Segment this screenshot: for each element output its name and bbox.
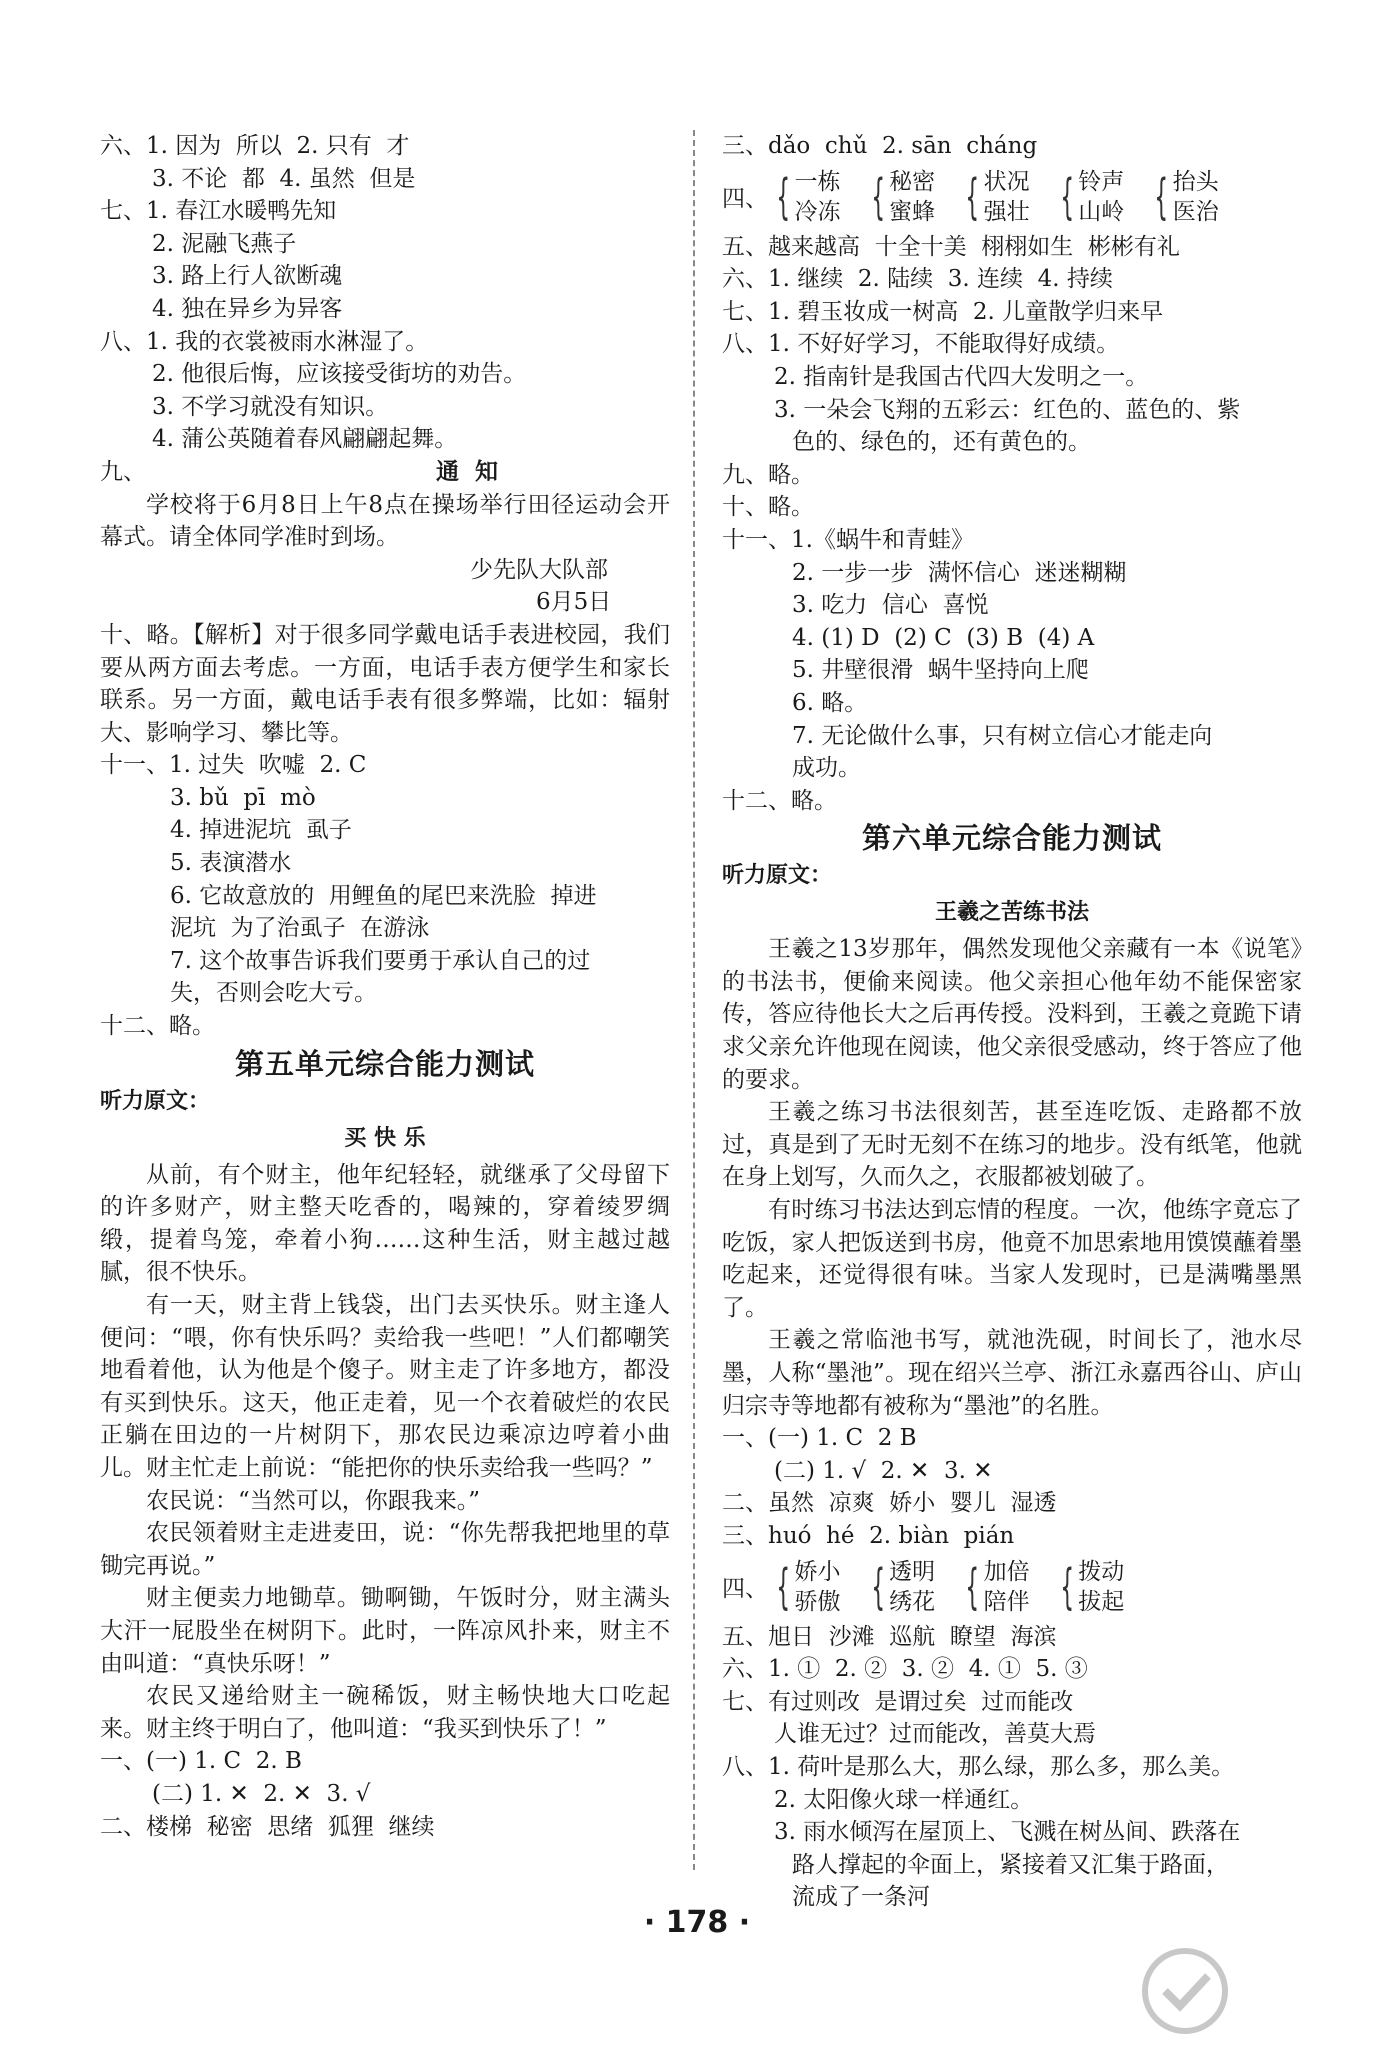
answer-line: 5. 井壁很滑 蜗牛坚持向上爬 — [792, 657, 1089, 684]
story-paragraph: 有一天，财主背上钱袋，出门去买快乐。财主逢人便问：“喂，你有快乐吗？卖给我一些吧！”人们都嘲笑地看着他，认为他是个傻子。财主走了许多地方，都没有买到快乐。这天，他正走着，见一个衣着破烂的农民正躺在田边的一片树阴下，那农民边乘凉边哼着小曲儿。财主忙走上前说：“能把你的快乐卖给我一些吗？” — [100, 1292, 670, 1481]
pair-word: 娇小 — [794, 1558, 841, 1585]
answer-line: 3. bǔ pī mò — [170, 784, 316, 811]
story-title-buy-happiness: 买 快 乐 — [344, 1125, 426, 1151]
brace-icon: { — [870, 1558, 885, 1615]
unit6-answers-5-8 — [722, 1621, 1302, 1914]
unit5-title: 第五单元综合能力测试 — [234, 1046, 535, 1081]
answer-line: 路人撑起的伞面上，紧接着又汇集于路面， — [792, 1851, 1229, 1878]
answer-line: 7. 这个故事告诉我们要勇于承认自己的过 — [170, 947, 591, 974]
pair-word: 透明 — [889, 1558, 936, 1585]
word-pair — [768, 1557, 841, 1617]
pair-word: 秘密 — [889, 168, 936, 195]
word-pair — [1052, 1557, 1125, 1617]
answer-line: 十二、略。 — [100, 1013, 215, 1040]
word-pair — [768, 167, 841, 227]
story-paragraph: 王羲之练习书法很刻苦，甚至连吃饭、走路都不放过，真是到了无时无刻不在练习的地步。没有纸笔，他就在身上划写，久而久之，衣服都被划破了。 — [722, 1099, 1302, 1191]
answer-line: 3. 不论 都 4. 虽然 但是 — [152, 165, 416, 192]
right-column — [722, 130, 1302, 1914]
answer-line: 3. 吃力 信心 喜悦 — [792, 592, 989, 619]
answer-line: 2. 一步一步 满怀信心 迷迷糊糊 — [792, 559, 1127, 586]
answer-line: 二、楼梯 秘密 思绪 狐狸 继续 — [100, 1813, 435, 1840]
item-10-analysis: 十、略。【解析】对于很多同学戴电话手表进校园，我们要从两方面去考虑。一方面，电话手表方便学生和家长联系。另一方面，戴电话手表有很多弊端，比如：辐射大、影响学习、攀比等。 — [100, 621, 670, 746]
word-pair — [957, 167, 1030, 227]
answer-line: 一、(一) 1. C 2 B — [722, 1425, 917, 1452]
answer-line: 4. 独在异乡为异客 — [152, 295, 343, 322]
pair-word: 加倍 — [983, 1558, 1030, 1585]
pair-word: 蜜蜂 — [889, 198, 936, 225]
answer-3-pinyin: 三、dǎo chǔ 2. sān cháng — [722, 133, 1038, 159]
column-divider — [693, 130, 695, 1870]
brace-icon: { — [1060, 1558, 1074, 1615]
answer-line: (二) 1. √ 2. ✕ 3. ✕ — [774, 1457, 993, 1484]
brace-icon: { — [1154, 168, 1169, 225]
pair-word: 一栋 — [794, 168, 841, 195]
unit5-answers — [100, 1745, 670, 1843]
answer-line: 八、1. 我的衣裳被雨水淋湿了。 — [100, 328, 429, 355]
answer-line: 4. 蒲公英随着春风翩翩起舞。 — [152, 426, 458, 453]
answer-line: 3. 不学习就没有知识。 — [152, 393, 389, 420]
pair-words — [1078, 167, 1124, 227]
pair-words — [984, 1557, 1030, 1617]
pair-words — [984, 167, 1030, 227]
pair-words — [795, 167, 841, 227]
answer-line: 人谁无过？过而能改，善莫大焉 — [774, 1721, 1096, 1748]
pair-word: 陪伴 — [983, 1588, 1030, 1615]
answer-line: 六、1. 因为 所以 2. 只有 才 — [100, 133, 410, 159]
story-paragraph: 财主便卖力地锄草。锄啊锄，午饭时分，财主满头大汗一屁股坐在树阴下。此时，一阵凉风扑来，财主不由叫道：“真快乐呀！” — [100, 1585, 670, 1677]
pair-word: 绣花 — [889, 1588, 936, 1615]
pair-words — [889, 167, 935, 227]
pair-words — [1173, 167, 1219, 227]
pair-word: 拨动 — [1078, 1558, 1125, 1585]
answer-line: 十一、1. 过失 吹嘘 2. C — [100, 752, 367, 779]
word-pair — [957, 1557, 1030, 1617]
answer-line: 二、虽然 凉爽 娇小 婴儿 湿透 — [722, 1490, 1057, 1517]
answer-line: 九、略。 — [722, 461, 814, 488]
answer-line: 六、1. ① 2. ② 3. ② 4. ① 5. ③ — [722, 1656, 1088, 1683]
brace-icon: { — [1060, 168, 1074, 225]
answer-line: 5. 表演潜水 — [170, 850, 292, 877]
answer-line: 成功。 — [792, 755, 861, 782]
item-number: 四、 — [722, 186, 768, 213]
answer-line: 4. (1) D (2) C (3) B (4) A — [792, 624, 1095, 651]
listening-label: 听力原文： — [722, 863, 833, 889]
pair-word: 医治 — [1172, 198, 1219, 225]
answer-line: (二) 1. ✕ 2. ✕ 3. √ — [152, 1780, 371, 1807]
answer-line: 六、1. 继续 2. 陆续 3. 连续 4. 持续 — [722, 266, 1113, 293]
answer-line: 三、huó hé 2. biàn pián — [722, 1522, 1015, 1549]
answer-line: 7. 无论做什么事，只有树立信心才能走向 — [792, 722, 1213, 749]
story-paragraph: 农民领着财主走进麦田，说：“你先帮我把地里的草锄完再说。” — [100, 1520, 670, 1579]
pair-word: 抬头 — [1172, 168, 1219, 195]
story-paragraph: 王羲之常临池书写，就池洗砚，时间长了，池水尽墨，人称“墨池”。现在绍兴兰亭、浙江永嘉西谷山、庐山归宗寺等地都有被称为“墨池”的名胜。 — [722, 1327, 1302, 1419]
story-paragraph: 农民说：“当然可以，你跟我来。” — [146, 1487, 481, 1514]
unit6-title: 第六单元综合能力测试 — [861, 821, 1162, 856]
page-number: · 178 · — [643, 1905, 751, 1940]
answer-line: 泥坑 为了治虱子 在游泳 — [170, 915, 430, 942]
pair-word: 拔起 — [1078, 1588, 1125, 1615]
notice-heading-row: 九、 通 知 — [100, 457, 499, 485]
word-pair — [863, 1557, 936, 1617]
pair-word: 状况 — [983, 168, 1030, 195]
answer-line: 十、略。 — [722, 494, 814, 521]
watermark-badge-icon — [1130, 1941, 1240, 2051]
notice-date: 6月5日 — [536, 589, 612, 616]
story-paragraph: 农民又递给财主一碗稀饭，财主畅快地大口吃起来。财主终于明白了，他叫道：“我买到快乐了！” — [100, 1683, 670, 1742]
pair-word: 铃声 — [1078, 168, 1125, 195]
answers-block-6-8 — [100, 130, 670, 456]
brace-icon: { — [776, 168, 791, 225]
notice-title: 通 知 — [436, 457, 499, 485]
notice-body: 学校将于6月8日上午8点在操场举行田径运动会开幕式。请全体同学准时到场。 — [100, 491, 670, 551]
pair-words — [1078, 1557, 1124, 1617]
story-paragraph: 从前，有个财主，他年纪轻轻，就继承了父母留下的许多财产，财主整天吃香的，喝辣的，穿着绫罗绸缎，提着鸟笼，牵着小狗……这种生活，财主越过越腻，很不快乐。 — [100, 1161, 670, 1286]
answer-line: 3. 路上行人欲断魂 — [152, 263, 343, 290]
answer-line: 八、1. 荷叶是那么大，那么绿，那么多，那么美。 — [722, 1753, 1235, 1780]
item-number: 四、 — [722, 1576, 768, 1603]
answer-line: 十一、1.《蜗牛和青蛙》 — [722, 526, 974, 553]
answer-4-word-pairs — [722, 163, 1302, 231]
answers-block-5-12 — [722, 231, 1302, 818]
answer-line: 4. 掉进泥坑 虱子 — [170, 817, 352, 844]
story-title-wang-xizhi: 王羲之苦练书法 — [934, 900, 1089, 926]
word-pair — [1052, 167, 1125, 227]
answer-line: 2. 泥融飞燕子 — [152, 230, 297, 257]
answer-4b-word-pairs — [722, 1553, 1302, 1621]
answer-line: 五、旭日 沙滩 巡航 瞭望 海滨 — [722, 1623, 1057, 1650]
answer-line: 流成了一条河 — [792, 1884, 930, 1911]
notice-signer: 少先队大队部 — [470, 556, 608, 583]
answers-block-11-12 — [100, 749, 670, 1042]
pair-word: 冷冻 — [794, 198, 841, 225]
answer-line: 一、(一) 1. C 2. B — [100, 1748, 302, 1775]
brace-icon: { — [965, 1558, 980, 1615]
pair-word: 强壮 — [983, 198, 1030, 225]
answer-line: 6. 它故意放的 用鲤鱼的尾巴来洗脸 掉进 — [170, 882, 597, 909]
listening-label: 听力原文： — [100, 1088, 211, 1114]
answer-line: 五、越来越高 十全十美 栩栩如生 彬彬有礼 — [722, 233, 1180, 260]
answer-line: 十二、略。 — [722, 787, 837, 814]
watermark-logo — [1130, 1941, 1380, 2051]
answer-line: 失，否则会吃大亏。 — [170, 980, 377, 1007]
answer-line: 6. 略。 — [792, 689, 868, 716]
answer-line: 2. 太阳像火球一样通红。 — [774, 1786, 1034, 1813]
answer-line: 七、1. 碧玉妆成一树高 2. 儿童散学归来早 — [722, 298, 1164, 325]
pair-words — [889, 1557, 935, 1617]
pair-words — [795, 1557, 841, 1617]
pair-word: 骄傲 — [794, 1588, 841, 1615]
answer-line: 2. 指南针是我国古代四大发明之一。 — [774, 363, 1149, 390]
word-pair — [863, 167, 936, 227]
answer-line: 七、1. 春江水暖鸭先知 — [100, 198, 337, 225]
left-column — [100, 130, 670, 1843]
unit6-answers-1-3 — [722, 1422, 1302, 1552]
answer-line: 八、1. 不好好学习，不能取得好成绩。 — [722, 331, 1120, 358]
answer-line: 七、有过则改 是谓过矣 过而能改 — [722, 1688, 1074, 1715]
story-buy-happiness — [100, 1159, 670, 1746]
story-paragraph: 王羲之13岁那年，偶然发现他父亲藏有一本《说笔》的书法书，便偷来阅读。他父亲担心他年幼不能保密家传，答应待他长大之后再传授。没料到，王羲之竟跪下请求父亲允许他现在阅读，他父亲很受感动，终于答应了他的要求。 — [722, 936, 1302, 1093]
answer-line: 2. 他很后悔，应该接受街坊的劝告。 — [152, 361, 527, 388]
answer-line: 3. 雨水倾泻在屋顶上、飞溅在树丛间、跌落在 — [774, 1819, 1241, 1846]
brace-icon: { — [776, 1558, 791, 1615]
pair-word: 山岭 — [1078, 198, 1125, 225]
brace-icon: { — [965, 168, 980, 225]
answer-line: 3. 一朵会飞翔的五彩云：红色的、蓝色的、紫 — [774, 396, 1241, 423]
answer-line: 色的、绿色的，还有黄色的。 — [792, 429, 1091, 456]
word-pair — [1146, 167, 1219, 227]
brace-icon: { — [870, 168, 885, 225]
story-wang-xizhi — [722, 933, 1302, 1422]
story-paragraph: 有时练习书法达到忘情的程度。一次，他练字竟忘了吃饭，家人把饭送到书房，他竟不加思索地用馍馍蘸着墨吃起来，还觉得很有味。当家人发现时，已是满嘴墨黑了。 — [722, 1197, 1302, 1321]
